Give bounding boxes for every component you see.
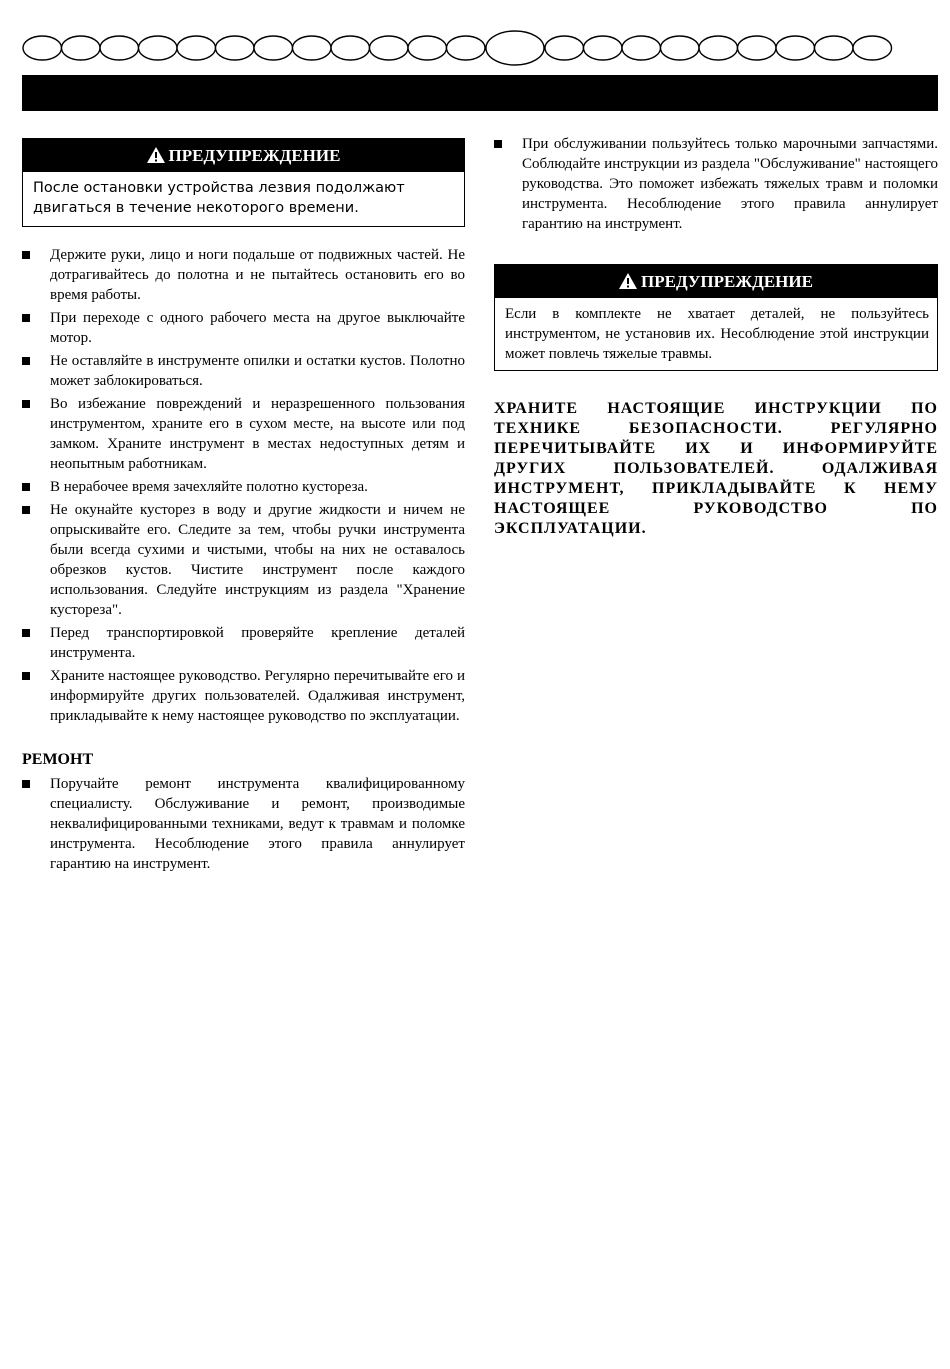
language-oval bbox=[62, 36, 101, 60]
language-oval bbox=[699, 36, 738, 60]
list-item: Не оставляйте в инструменте опилки и остатки кустов. Полотно может заблокироваться. bbox=[22, 351, 465, 391]
safety-bullet-list bbox=[22, 245, 465, 726]
language-oval bbox=[661, 36, 700, 60]
list-item: Не окунайте кусторез в воду и другие жидкости и ничем не опрыскивайте его. Следите за тем, чтобы ручки инструмента были всегда сухими и чистыми, чтобы на них не оставалось обрезков кустов. Чистите инструмент после каждого использования. Следуйте инструкциям из раздела "Хранение кустореза". bbox=[22, 500, 465, 620]
language-oval bbox=[853, 36, 892, 60]
language-oval bbox=[408, 36, 447, 60]
language-oval bbox=[447, 36, 486, 60]
language-oval bbox=[177, 36, 216, 60]
service-bullet-list bbox=[494, 134, 938, 234]
language-oval bbox=[486, 31, 544, 65]
language-tab-ovals bbox=[22, 30, 938, 66]
warning-text: После остановки устройства лезвия подолжают двигаться в течение некоторого времени. bbox=[33, 180, 405, 216]
list-item: При переходе с одного рабочего места на другое выключайте мотор. bbox=[22, 308, 465, 348]
list-item: Держите руки, лицо и ноги подальше от подвижных частей. Не дотрагивайтесь до полотна и не пытайтесь остановить его во время работы. bbox=[22, 245, 465, 305]
language-oval bbox=[293, 36, 332, 60]
warning-triangle-icon bbox=[147, 147, 165, 163]
warning-box-right bbox=[494, 264, 938, 371]
list-item: Поручайте ремонт инструмента квалифицированному специалисту. Обслуживание и ремонт, производимые неквалифицированными техниками, ведут к травмам и поломке инструмента. Несоблюдение этого правила аннулирует гарантию на инструмент. bbox=[22, 774, 465, 874]
language-oval bbox=[622, 36, 661, 60]
repair-bullet-list bbox=[22, 774, 465, 874]
language-oval bbox=[216, 36, 255, 60]
list-item: При обслуживании пользуйтесь только марочными запчастями. Соблюдайте инструкции из раздела "Обслуживание" настоящего руководства. Это поможет избежать тяжелых травм и поломки инструмента. Несоблюдение этого правила аннулирует гарантию на инструмент. bbox=[494, 134, 938, 234]
language-oval bbox=[331, 36, 370, 60]
language-oval bbox=[254, 36, 293, 60]
left-column bbox=[22, 138, 465, 877]
warning-triangle-icon bbox=[619, 273, 637, 289]
language-oval bbox=[100, 36, 139, 60]
warning-title-text: ПРЕДУПРЕЖДЕНИЕ bbox=[641, 272, 813, 291]
language-oval bbox=[545, 36, 584, 60]
warning-box-left bbox=[22, 138, 465, 227]
list-item: В нерабочее время зачехляйте полотно кустореза. bbox=[22, 477, 465, 497]
language-oval bbox=[23, 36, 62, 60]
language-oval bbox=[584, 36, 623, 60]
right-column bbox=[494, 138, 938, 539]
list-item: Перед транспортировкой проверяйте крепление деталей инструмента. bbox=[22, 623, 465, 663]
header-bar bbox=[22, 75, 938, 111]
language-oval bbox=[370, 36, 409, 60]
warning-title bbox=[495, 265, 937, 298]
warning-title bbox=[23, 139, 464, 172]
language-oval bbox=[139, 36, 178, 60]
language-oval bbox=[815, 36, 854, 60]
repair-section bbox=[22, 750, 465, 874]
list-item: Во избежание повреждений и неразрешенного пользования инструментом, храните его в сухом месте, на высоте или под замком. Храните инструмент в местах недоступных детям и неопытным работникам. bbox=[22, 394, 465, 474]
section-title-repair: РЕМОНТ bbox=[22, 751, 94, 768]
warning-text: Если в комплекте не хватает деталей, не пользуйтесь инструментом, не установив их. Несоблюдение этой инструкции может повлечь тяжелые травмы. bbox=[505, 306, 929, 362]
language-oval bbox=[776, 36, 815, 60]
closing-instructions: ХРАНИТЕ НАСТОЯЩИЕ ИНСТРУКЦИИ ПО ТЕХНИКЕ БЕЗОПАСНОСТИ. РЕГУЛЯРНО ПЕРЕЧИТЫВАЙТЕ ИХ И ИНФОРМИРУЙТЕ ДРУГИХ ПОЛЬЗОВАТЕЛЕЙ. ОДАЛЖИВАЯ ИНСТРУМЕНТ, ПРИКЛАДЫВАЙТЕ К НЕМУ НАСТОЯЩЕЕ РУКОВОДСТВО ПО ЭКСПЛУАТАЦИИ. bbox=[494, 400, 938, 537]
warning-title-text: ПРЕДУПРЕЖДЕНИЕ bbox=[168, 146, 341, 165]
list-item: Храните настоящее руководство. Регулярно перечитывайте его и информируйте других пользователей. Одалживая инструмент, прикладывайте к нему настоящее руководство по эксплуатации. bbox=[22, 666, 465, 726]
language-oval bbox=[738, 36, 777, 60]
